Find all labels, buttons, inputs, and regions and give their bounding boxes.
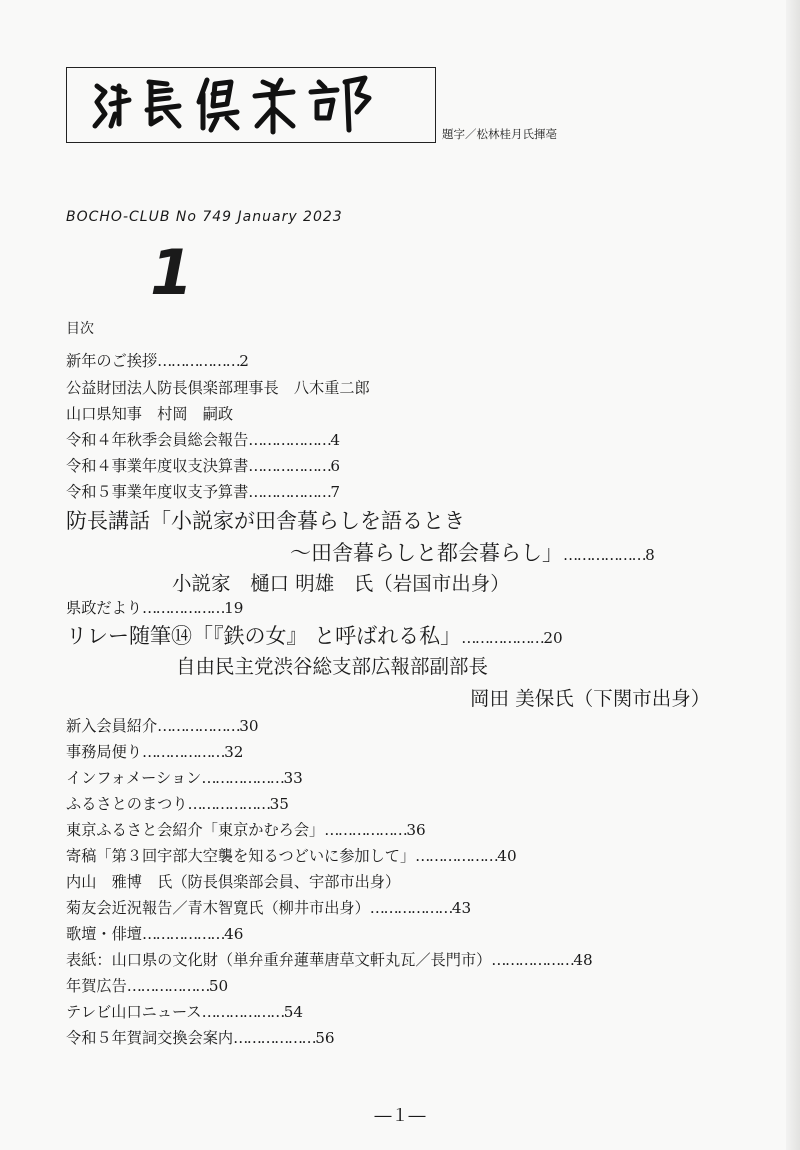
- toc-dots: ………………: [563, 546, 646, 564]
- toc-dots: ………………: [141, 743, 225, 761]
- toc-page: 48: [573, 951, 593, 969]
- toc-dots: ………………: [248, 483, 331, 501]
- toc-page: 36: [406, 821, 426, 839]
- toc-title: 年賀広告: [66, 977, 127, 995]
- toc-page: 54: [283, 1003, 304, 1021]
- toc-dots: ………………: [461, 629, 544, 647]
- toc-page: 30: [239, 717, 259, 735]
- toc-title: ふるさとのまつり: [66, 795, 188, 813]
- toc-entry-cover: [66, 950, 593, 970]
- toc-page: 8: [645, 546, 655, 564]
- toc-dots: ………………: [201, 769, 284, 787]
- toc-entry-essay: [66, 623, 563, 649]
- toc-page: 2: [239, 352, 249, 370]
- toc-dots: ………………: [491, 951, 574, 969]
- toc-dots: ………………: [141, 925, 225, 943]
- toc-title: テレビ山口ニュース: [66, 1003, 202, 1021]
- toc-entry-lecture: [290, 540, 655, 566]
- toc-page: 46: [224, 925, 244, 943]
- toc-title: 令和５年賀詞交換会案内: [66, 1029, 234, 1047]
- toc-entry-office: [66, 742, 243, 762]
- toc-byline: 山口県知事 村岡 嗣政: [66, 405, 234, 423]
- toc-page: 6: [330, 457, 341, 475]
- toc-page: 33: [283, 769, 303, 787]
- toc-heading: 目次: [66, 321, 94, 337]
- toc-entry-tv: [66, 1002, 303, 1022]
- toc-page: 43: [451, 899, 472, 917]
- toc-essay-role: 自由民主党渋谷総支部広報部副部長: [176, 655, 489, 678]
- toc-title: 令和５事業年度収支予算書: [66, 483, 249, 501]
- toc-dots: ………………: [324, 821, 407, 839]
- toc-title: インフォメーション: [66, 769, 202, 787]
- toc-title: リレー随筆⑭「『鉄の女』 と呼ばれる私」: [66, 624, 462, 648]
- toc-entry-budget: [66, 482, 340, 502]
- toc-title: 表紙：山口県の文化財（単弁重弁蓮華唐草文軒丸瓦／長門市）: [66, 951, 492, 969]
- toc-title: 新入会員紹介: [66, 717, 158, 735]
- toc-entry-contribution: [66, 846, 517, 866]
- toc-dots: ………………: [369, 899, 452, 917]
- toc-lecture-author: 小説家 樋口 明雄 氏（岩国市出身）: [172, 572, 510, 595]
- toc-dots: ………………: [157, 717, 240, 735]
- toc-title: 新年のご挨拶: [66, 352, 158, 370]
- toc-dots: ………………: [233, 1029, 316, 1047]
- toc-entry-festivals: [66, 794, 289, 814]
- toc-dots: ………………: [415, 847, 498, 865]
- toc-dots: ………………: [126, 977, 209, 995]
- toc-title: 歌壇・俳壇: [66, 925, 142, 943]
- toc-title: ～田舎暮らしと都会暮らし」: [290, 541, 563, 565]
- toc-page: 32: [224, 743, 244, 761]
- toc-title: 令和４事業年度収支決算書: [66, 457, 249, 475]
- page-edge-shadow: [786, 0, 800, 1150]
- masthead-title-box: [66, 67, 436, 143]
- toc-entry-meeting: [66, 430, 340, 450]
- toc-entry-kikuyu: [66, 898, 471, 918]
- toc-title: 事務局便り: [66, 743, 142, 761]
- toc-entry-tokyo: [66, 820, 426, 840]
- toc-entry-poetry: [66, 924, 243, 944]
- toc-page: 19: [224, 599, 244, 617]
- toc-page: 50: [208, 977, 229, 995]
- toc-dots: ………………: [248, 457, 331, 475]
- toc-entry-greetings-ad: [66, 976, 228, 996]
- toc-entry-prefecture: [66, 598, 243, 618]
- toc-dots: ………………: [201, 1003, 284, 1021]
- toc-byline: 公益財団法人防長倶楽部理事長 八木重二郎: [66, 379, 370, 397]
- page-number: ―１―: [374, 1106, 426, 1126]
- toc-dots: ………………: [248, 431, 331, 449]
- toc-page: 20: [543, 629, 563, 647]
- toc-title: 令和４年秋季会員総会報告: [66, 431, 249, 449]
- toc-title: 東京ふるさと会紹介「東京かむろ会」: [66, 821, 325, 839]
- toc-contribution-author: 内山 雅博 氏（防長倶楽部会員、宇部市出身）: [66, 873, 401, 891]
- issue-number: 1: [150, 236, 194, 309]
- toc-entry-information: [66, 768, 303, 788]
- toc-page: 40: [497, 847, 517, 865]
- toc-entry-exchange: [66, 1028, 335, 1048]
- toc-title: 県政だより: [66, 599, 142, 617]
- toc-dots: ………………: [157, 352, 240, 370]
- toc-entry-new-year: [66, 351, 249, 371]
- toc-page: 35: [269, 795, 289, 813]
- toc-title: 寄稿「第３回宇部大空襲を知るつどいに参加して」: [66, 847, 416, 865]
- toc-dots: ………………: [187, 795, 270, 813]
- toc-lecture-title: 防長講話「小説家が田舎暮らしを語るとき: [66, 509, 465, 533]
- toc-page: 56: [315, 1029, 335, 1047]
- toc-page: 4: [330, 431, 341, 449]
- issue-line: BOCHO-CLUB No 749 January 2023: [66, 209, 343, 225]
- masthead-calligraphy-logo: [67, 68, 434, 141]
- toc-entry-settlement: [66, 456, 340, 476]
- toc-entry-new-members: [66, 716, 259, 736]
- toc-essay-author: 岡田 美保氏（下関市出身）: [470, 687, 711, 710]
- toc-title: 菊友会近況報告／青木智寛氏（柳井市出身）: [66, 899, 370, 917]
- toc-page: 7: [330, 483, 341, 501]
- masthead-credit: 題字／松林桂月氏揮亳: [442, 127, 557, 141]
- toc-dots: ………………: [141, 599, 225, 617]
